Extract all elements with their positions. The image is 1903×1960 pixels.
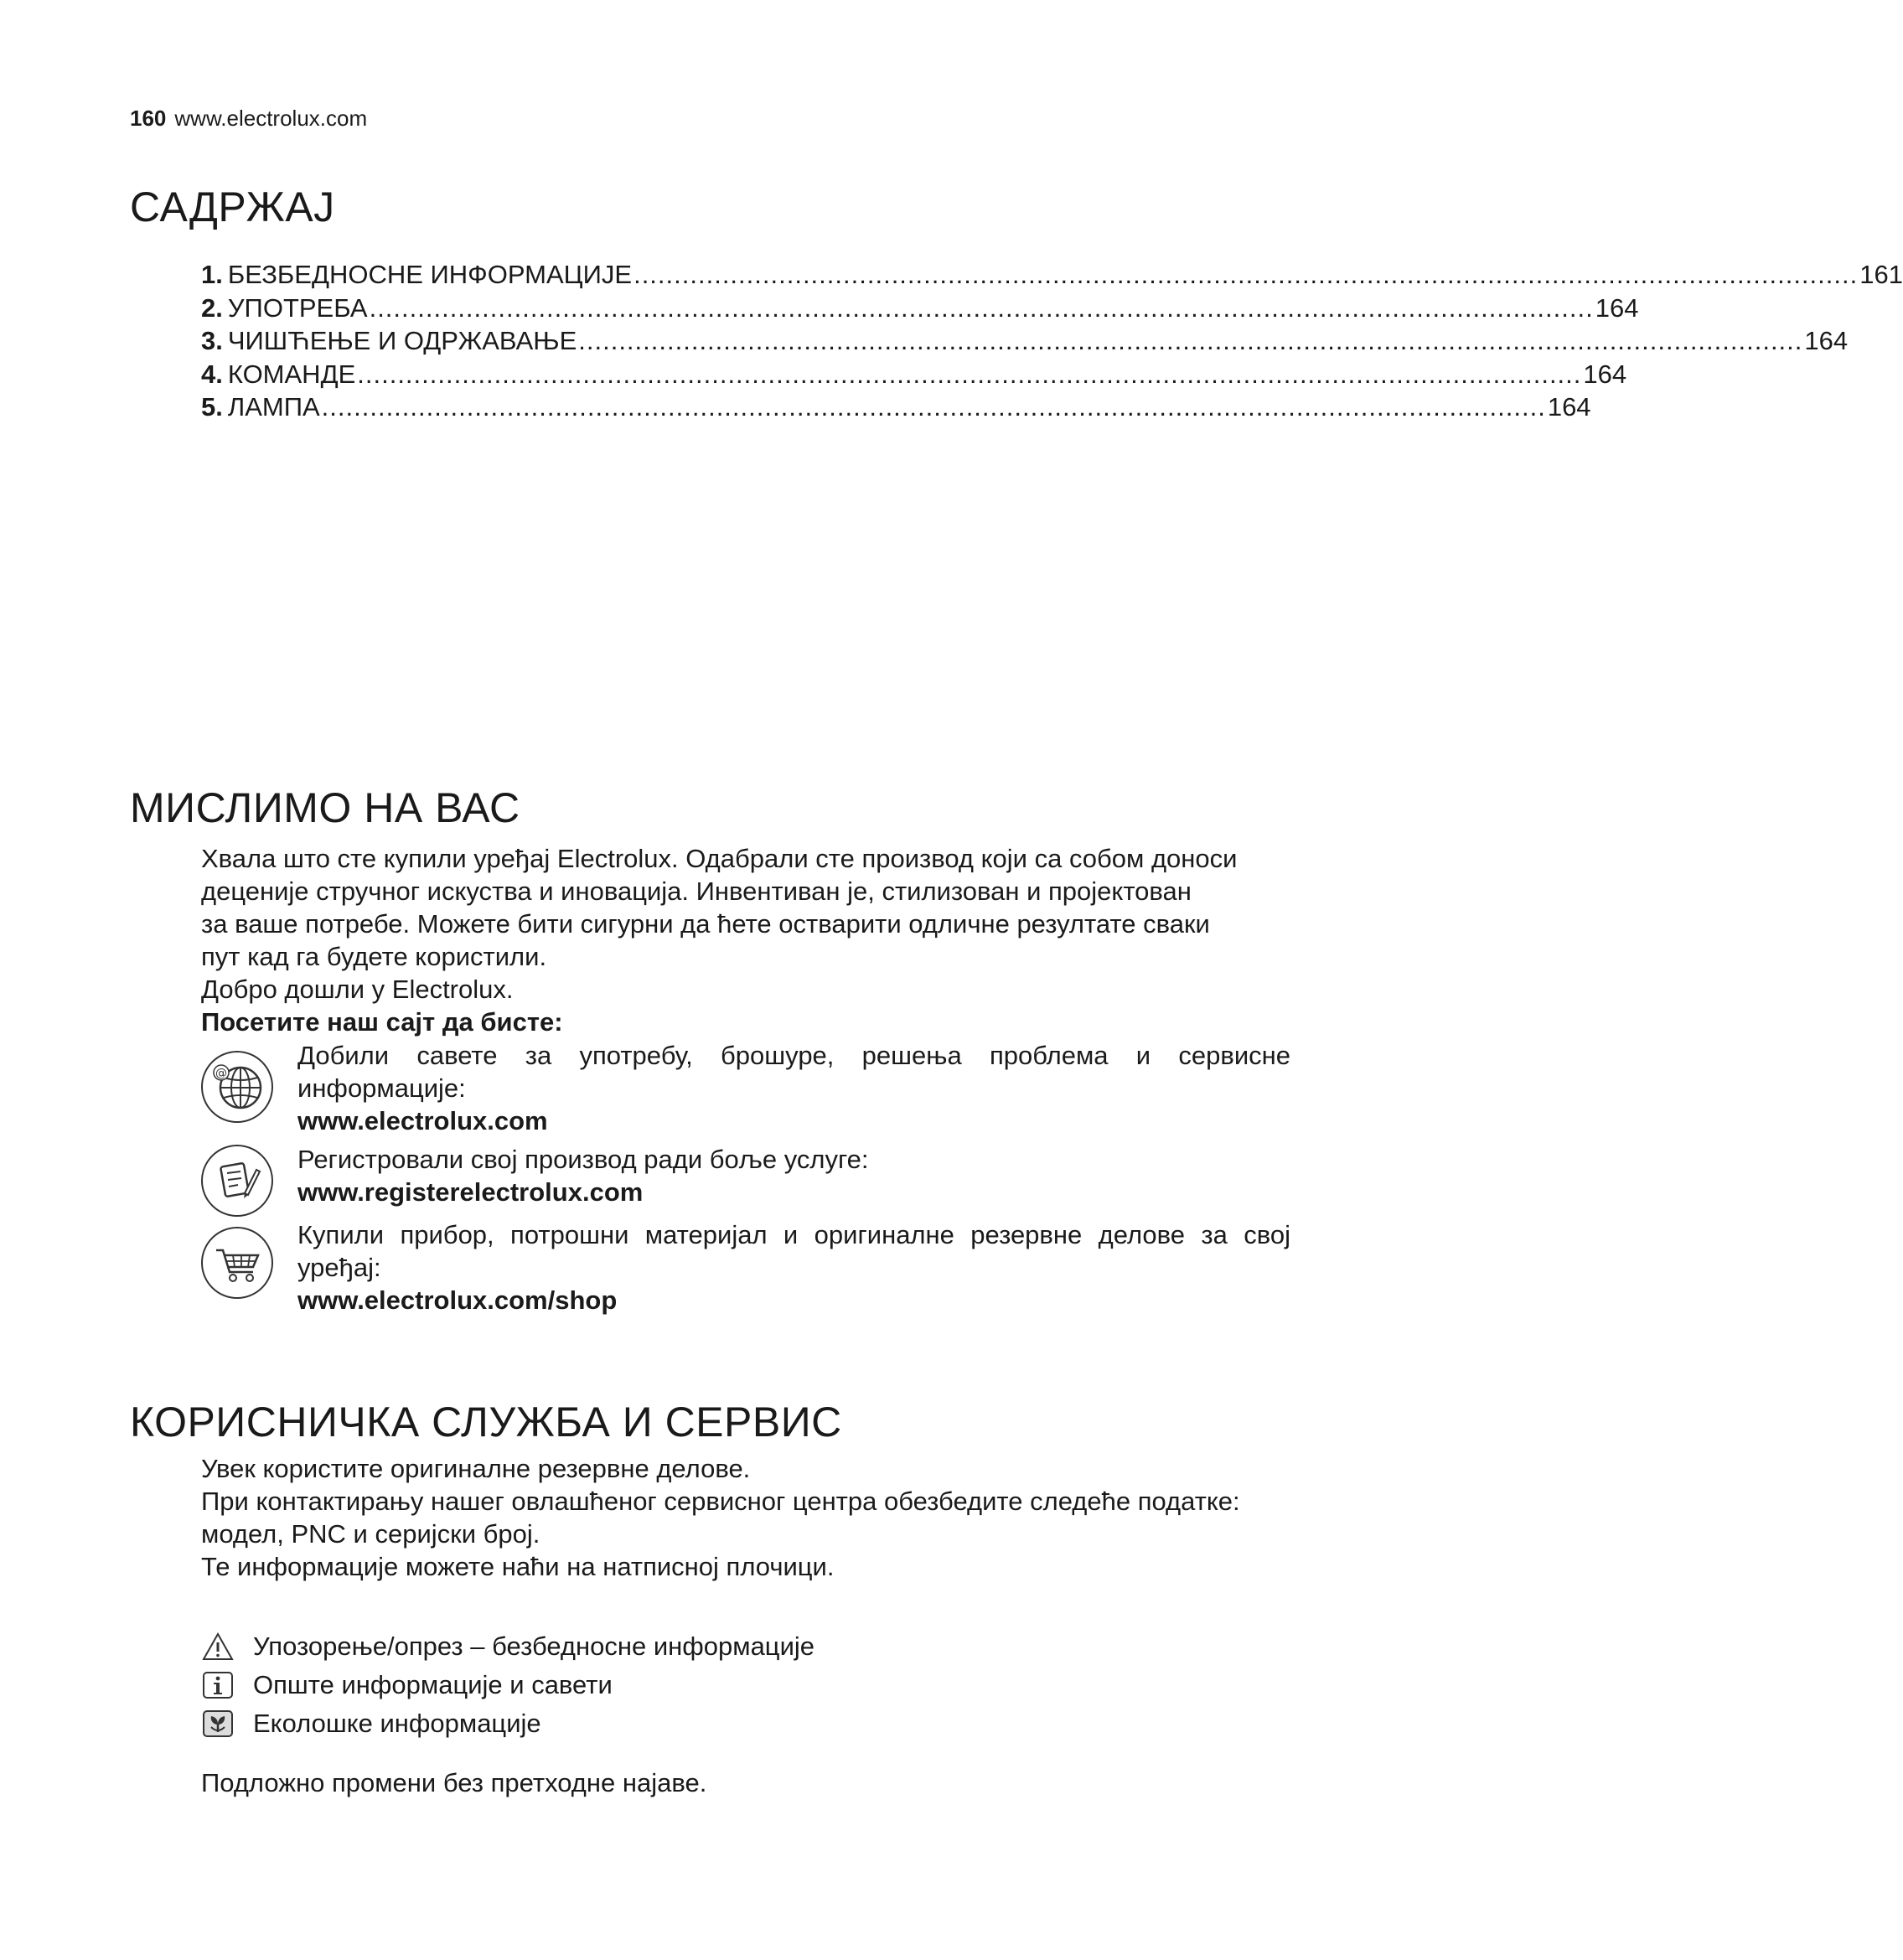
service-title: КОРИСНИЧКА СЛУЖБА И СЕРВИС [130,1399,842,1445]
legend-item [201,1666,814,1704]
visit-item-shop [201,1218,1290,1322]
service-line: модел, PNC и серијски број. [201,1519,540,1549]
legend-text: Опште информације и савети [253,1670,613,1699]
legend-item [201,1627,814,1666]
toc-number: 1. [201,260,223,289]
page-header [130,106,367,132]
toc-entry[interactable] [201,326,1849,359]
shop-link[interactable]: www.electrolux.com/shop [297,1285,618,1315]
toc-page: 164 [1583,359,1627,389]
page-number: 160 [130,106,167,131]
toc-title: КОМАНДЕ [227,359,356,389]
register-icon [201,1145,273,1217]
toc-number: 5. [201,392,223,421]
cart-icon [201,1227,273,1299]
visit-text: Регистровали свој производ ради боље услуге: [297,1145,869,1174]
site-url[interactable]: www.electrolux.com [174,106,368,131]
visit-heading: Посетите наш сајт да бисте: [201,1007,563,1037]
toc-entry[interactable] [201,392,1591,426]
change-notice: Подложно промени без претходне најаве. [201,1768,707,1797]
service-line: При контактирању нашег овлашћеног сервисног центра обезбедите следеће податке: [201,1487,1240,1516]
info-icon [201,1670,235,1700]
service-line: Те информације можете наћи на натписној плочици. [201,1552,835,1581]
welcome-line: Добро дошли у Electrolux. [201,975,514,1004]
toc-leader: ........................................................................................................................................................ [357,359,1582,389]
warning-icon [201,1632,235,1662]
toc-entry[interactable] [201,359,1627,393]
symbol-legend [201,1627,814,1743]
toc-title: ЛАМПА [227,392,320,421]
toc-page: 164 [1547,392,1591,421]
intro-line: Хвала што сте купили уређај Electrolux. Одабрали сте производ који са собом доноси [201,844,1238,873]
eco-icon [201,1709,235,1739]
svg-text:@: @ [215,1067,227,1080]
thinking-intro [201,842,1324,1038]
toc-page: 164 [1595,292,1639,323]
toc-title: БЕЗБЕДНОСНЕ ИНФОРМАЦИЈЕ [227,260,633,289]
thinking-title: МИСЛИМО НА ВАС [130,784,520,831]
visit-text-cont: уређај: [297,1253,381,1282]
electrolux-link[interactable]: www.electrolux.com [297,1106,548,1135]
toc-entry[interactable] [201,292,1639,327]
intro-line: деценије стручног искуства и иновација. Инвентиван је, стилизован и пројектован [201,877,1192,906]
toc-page: 164 [1804,326,1849,355]
service-text [201,1452,1324,1583]
toc-number: 3. [201,326,223,355]
visit-text-cont: информације: [297,1073,466,1103]
legend-item [201,1704,814,1743]
globe-icon [201,1051,273,1123]
visit-text: Купили прибор, потрошни материјал и оригиналне резервне делове за свој [297,1220,1290,1249]
toc-leader: ........................................................................................................................................................ [321,392,1546,421]
toc-entry[interactable] [201,260,1903,293]
toc-number: 4. [201,359,223,389]
toc-leader: ........................................................................................................................................................ [633,260,1859,289]
toc-leader: ........................................................................................................................................................ [578,326,1803,355]
toc-title: ЧИШЋЕЊЕ И ОДРЖАВАЊЕ [227,326,577,355]
contents-title: САДРЖАЈ [130,184,335,230]
toc-page: 161 [1859,260,1903,289]
visit-item-register [201,1143,1290,1218]
toc-title: УПОТРЕБА [227,292,368,323]
toc-leader: ........................................................................................................................................................ [369,292,1594,323]
legend-text: Еколошке информације [253,1709,541,1738]
visit-list [201,1039,1290,1322]
legend-text: Упозорење/опрез – безбедносне информације [253,1632,815,1661]
visit-item-info [201,1039,1290,1143]
toc-number: 2. [201,292,223,323]
intro-line: за ваше потребе. Можете бити сигурни да ћете остварити одличне резултате сваки [201,909,1210,939]
service-line: Увек користите оригиналне резервне делове. [201,1454,751,1483]
table-of-contents [201,260,1903,426]
visit-text: Добили савете за употребу, брошуре, решења проблема и сервисне [297,1041,1290,1070]
intro-line: пут кад га будете користили. [201,942,547,971]
register-link[interactable]: www.registerelectrolux.com [297,1177,644,1207]
